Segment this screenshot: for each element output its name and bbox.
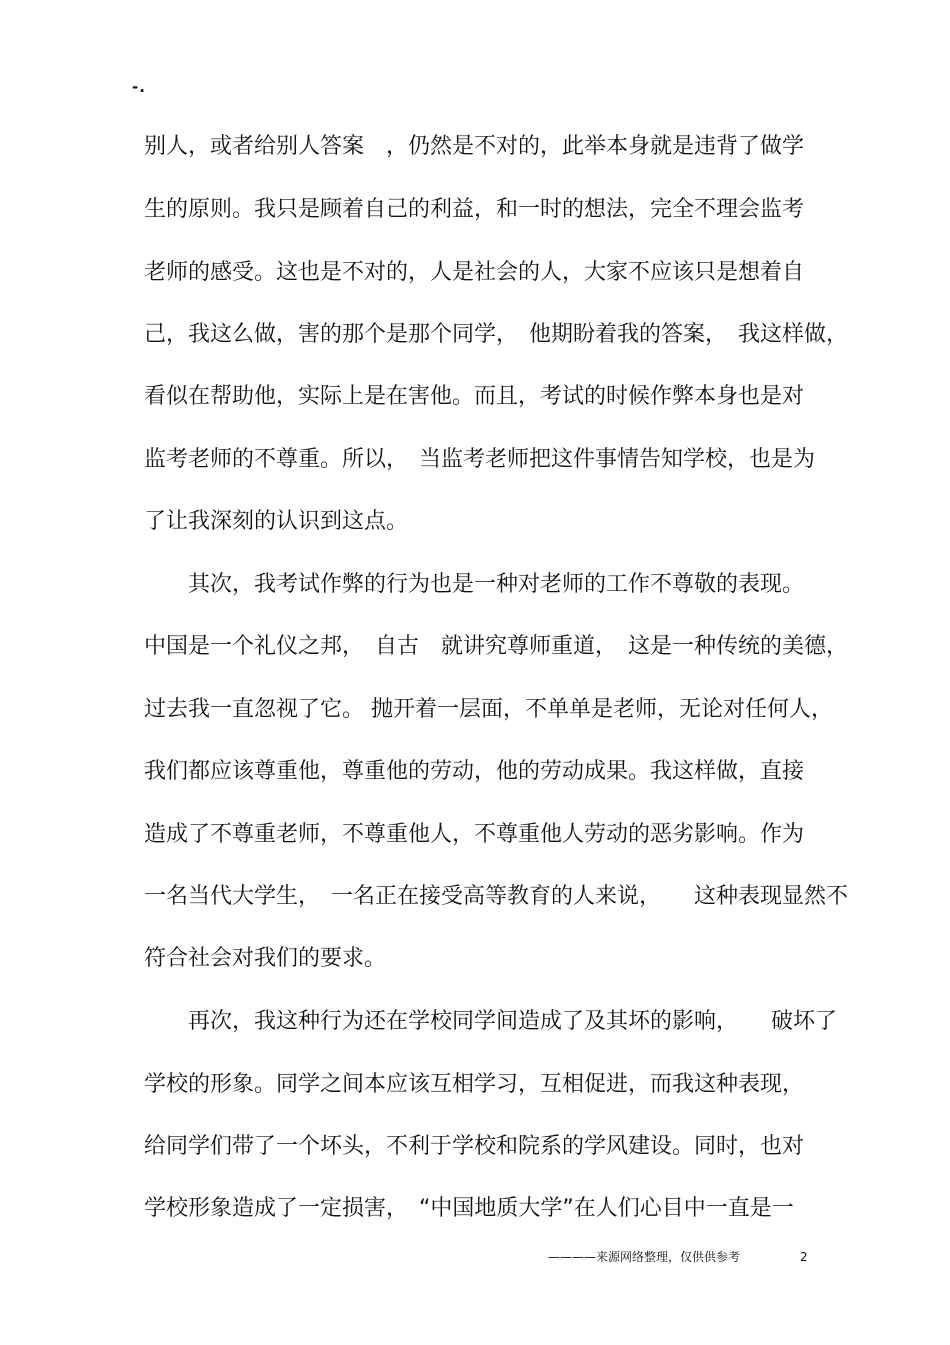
page-number: 2 — [800, 1250, 808, 1264]
footer-source-note: ————来源网络整理，仅供供参考 — [548, 1250, 741, 1264]
body-line-11: 我们都应该尊重他，尊重他的劳动，他的劳动成果。我这样做，直接 — [144, 759, 805, 784]
body-line-8: 其次，我考试作弊的行为也是一种对老师的工作不尊敬的表现。 — [144, 572, 805, 597]
body-line-10: 过去我一直忽视了它。 抛开着一层面，不单单是老师，无论对任何人， — [144, 697, 833, 722]
header-mark: -. — [132, 78, 146, 96]
body-line-3: 老师的感受。这也是不对的，人是社会的人，大家不应该只是想着自 — [144, 260, 805, 285]
body-line-15: 再次，我这种行为还在学校同学间造成了及其坏的影响， 破坏了 — [144, 1009, 838, 1034]
body-line-16: 学校的形象。同学之间本应该互相学习，互相促进，而我这种表现， — [144, 1072, 805, 1097]
body-line-5: 看似在帮助他，实际上是在害他。而且，考试的时候作弊本身也是对 — [144, 384, 805, 409]
body-line-18: 学校形象造成了一定损害， “中国地质大学”在人们心目中一直是一 — [144, 1196, 794, 1221]
body-line-1: 别人，或者给别人答案 ，仍然是不对的，此举本身就是违背了做学 — [144, 134, 805, 159]
body-line-14: 符合社会对我们的要求。 — [144, 946, 387, 971]
body-line-7: 了让我深刻的认识到这点。 — [144, 509, 409, 534]
body-line-13: 一名当代大学生， 一名正在接受高等教育的人来说， 这种表现显然不 — [144, 884, 849, 909]
body-line-17: 给同学们带了一个坏头，不利于学校和院系的学风建设。同时，也对 — [144, 1134, 805, 1159]
body-line-4: 己，我这么做，害的那个是那个同学， 他期盼着我的答案， 我这样做， — [144, 322, 849, 347]
body-line-2: 生的原则。我只是顾着自己的利益，和一时的想法，完全不理会监考 — [144, 197, 805, 222]
body-line-12: 造成了不尊重老师，不尊重他人，不尊重他人劳动的恶劣影响。作为 — [144, 822, 805, 847]
body-line-9: 中国是一个礼仪之邦， 自古 就讲究尊师重道， 这是一种传统的美德， — [144, 634, 849, 659]
body-line-6: 监考老师的不尊重。所以， 当监考老师把这件事情告知学校，也是为 — [144, 447, 816, 472]
